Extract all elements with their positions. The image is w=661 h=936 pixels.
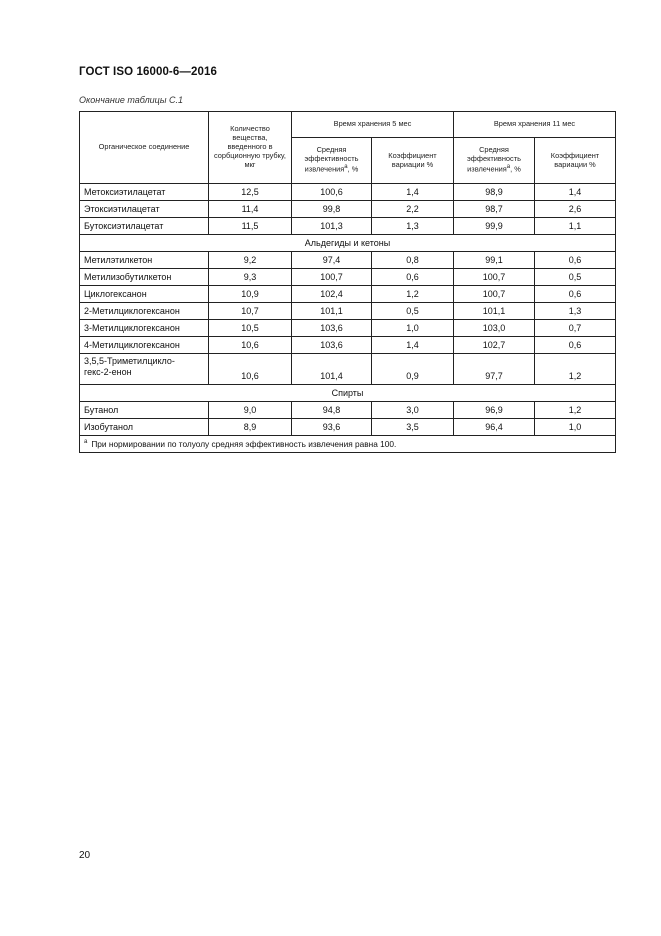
page-number: 20: [79, 850, 91, 861]
variation-11-cell: 0,5: [535, 269, 616, 286]
table-row: [80, 320, 616, 337]
efficiency-11-cell: 98,7: [454, 201, 535, 218]
variation-11-cell: 0,6: [535, 286, 616, 303]
amount-cell: 10,5: [209, 320, 292, 337]
amount-cell: 10,6: [209, 337, 292, 354]
document-title: ГОСТ ISO 16000-6—2016: [79, 66, 217, 78]
variation-11-cell: 0,6: [535, 337, 616, 354]
efficiency-11-cell: 101,1: [454, 303, 535, 320]
table-row: [80, 269, 616, 286]
amount-cell: 10,6: [209, 354, 292, 385]
efficiency-11-cell: 99,9: [454, 218, 535, 235]
variation-11-cell: 0,6: [535, 252, 616, 269]
efficiency-11-cell: 96,9: [454, 402, 535, 419]
efficiency-11-cell: 96,4: [454, 419, 535, 436]
footnote-row: [80, 436, 616, 453]
table-row: [80, 286, 616, 303]
efficiency-5-cell: 94,8: [292, 402, 372, 419]
section-row: [80, 385, 616, 402]
efficiency-5-cell: 97,4: [292, 252, 372, 269]
results-table: [79, 111, 616, 453]
amount-cell: 9,3: [209, 269, 292, 286]
efficiency-11-cell: 99,1: [454, 252, 535, 269]
compound-name: Бутоксиэтилацетат: [80, 218, 209, 235]
efficiency-5-cell: 102,4: [292, 286, 372, 303]
variation-5-cell: 0,6: [372, 269, 454, 286]
compound-name: Метоксиэтилацетат: [80, 184, 209, 201]
table-row: [80, 402, 616, 419]
variation-11-cell: 1,2: [535, 354, 616, 385]
header-efficiency-5: Средняя эффективность извлечения$^a$, %: [292, 138, 372, 184]
table-caption: Окончание таблицы С.1: [79, 95, 183, 105]
variation-5-cell: 2,2: [372, 201, 454, 218]
compound-name: Метилэтилкетон: [80, 252, 209, 269]
table-row: [80, 201, 616, 218]
compound-name: Изобутанол: [80, 419, 209, 436]
variation-11-cell: 2,6: [535, 201, 616, 218]
amount-cell: 9,0: [209, 402, 292, 419]
amount-cell: 10,9: [209, 286, 292, 303]
header-variation-11: Коэффициент вариации %: [535, 138, 616, 184]
table-row: [80, 419, 616, 436]
compound-name: 3,5,5-Триметилцикло- гекс-2-енон: [80, 354, 209, 385]
table-row: [80, 218, 616, 235]
variation-5-cell: 3,0: [372, 402, 454, 419]
header-variation-5: Коэффициент вариации %: [372, 138, 454, 184]
variation-5-cell: 3,5: [372, 419, 454, 436]
efficiency-11-cell: 100,7: [454, 269, 535, 286]
variation-5-cell: 1,4: [372, 337, 454, 354]
section-row: [80, 235, 616, 252]
table-footnote: $^a$ При нормировании по толуолу средняя эффективность извлечения равна 100.: [80, 436, 616, 453]
table-row: [80, 337, 616, 354]
amount-cell: 11,5: [209, 218, 292, 235]
efficiency-5-cell: 100,7: [292, 269, 372, 286]
efficiency-5-cell: 93,6: [292, 419, 372, 436]
amount-cell: 9,2: [209, 252, 292, 269]
efficiency-5-cell: 100,6: [292, 184, 372, 201]
compound-name: Этоксиэтилацетат: [80, 201, 209, 218]
section-aldehydes-ketones: Альдегиды и кетоны: [80, 235, 616, 252]
compound-name: Бутанол: [80, 402, 209, 419]
header-efficiency-11: Средняя эффективность извлечения$^a$, %: [454, 138, 535, 184]
variation-5-cell: 0,9: [372, 354, 454, 385]
table-row: [80, 354, 616, 385]
variation-11-cell: 0,7: [535, 320, 616, 337]
variation-11-cell: 1,3: [535, 303, 616, 320]
efficiency-5-cell: 101,3: [292, 218, 372, 235]
variation-5-cell: 1,4: [372, 184, 454, 201]
amount-cell: 12,5: [209, 184, 292, 201]
header-storage-11-months: Время хранения 11 мес: [454, 112, 616, 138]
efficiency-5-cell: 99,8: [292, 201, 372, 218]
efficiency-5-cell: 101,4: [292, 354, 372, 385]
variation-5-cell: 1,2: [372, 286, 454, 303]
table-row: [80, 252, 616, 269]
header-compound: Органическое соединение: [80, 112, 209, 184]
table-row: [80, 184, 616, 201]
efficiency-11-cell: 100,7: [454, 286, 535, 303]
compound-name: Метилизобутилкетон: [80, 269, 209, 286]
efficiency-11-cell: 97,7: [454, 354, 535, 385]
variation-11-cell: 1,0: [535, 419, 616, 436]
compound-name: 2-Метилциклогексанон: [80, 303, 209, 320]
amount-cell: 11,4: [209, 201, 292, 218]
efficiency-11-cell: 102,7: [454, 337, 535, 354]
compound-name: Циклогексанон: [80, 286, 209, 303]
efficiency-5-cell: 103,6: [292, 320, 372, 337]
compound-name: 4-Метилциклогексанон: [80, 337, 209, 354]
variation-11-cell: 1,2: [535, 402, 616, 419]
compound-name: 3-Метилциклогексанон: [80, 320, 209, 337]
amount-cell: 10,7: [209, 303, 292, 320]
variation-5-cell: 0,8: [372, 252, 454, 269]
header-amount: Количество вещества, введенного в сорбционную трубку, мкг: [209, 112, 292, 184]
header-storage-5-months: Время хранения 5 мес: [292, 112, 454, 138]
table-row: [80, 303, 616, 320]
efficiency-5-cell: 101,1: [292, 303, 372, 320]
section-alcohols: Спирты: [80, 385, 616, 402]
efficiency-11-cell: 103,0: [454, 320, 535, 337]
efficiency-5-cell: 103,6: [292, 337, 372, 354]
variation-11-cell: 1,1: [535, 218, 616, 235]
amount-cell: 8,9: [209, 419, 292, 436]
variation-5-cell: 0,5: [372, 303, 454, 320]
variation-11-cell: 1,4: [535, 184, 616, 201]
efficiency-11-cell: 98,9: [454, 184, 535, 201]
variation-5-cell: 1,0: [372, 320, 454, 337]
variation-5-cell: 1,3: [372, 218, 454, 235]
